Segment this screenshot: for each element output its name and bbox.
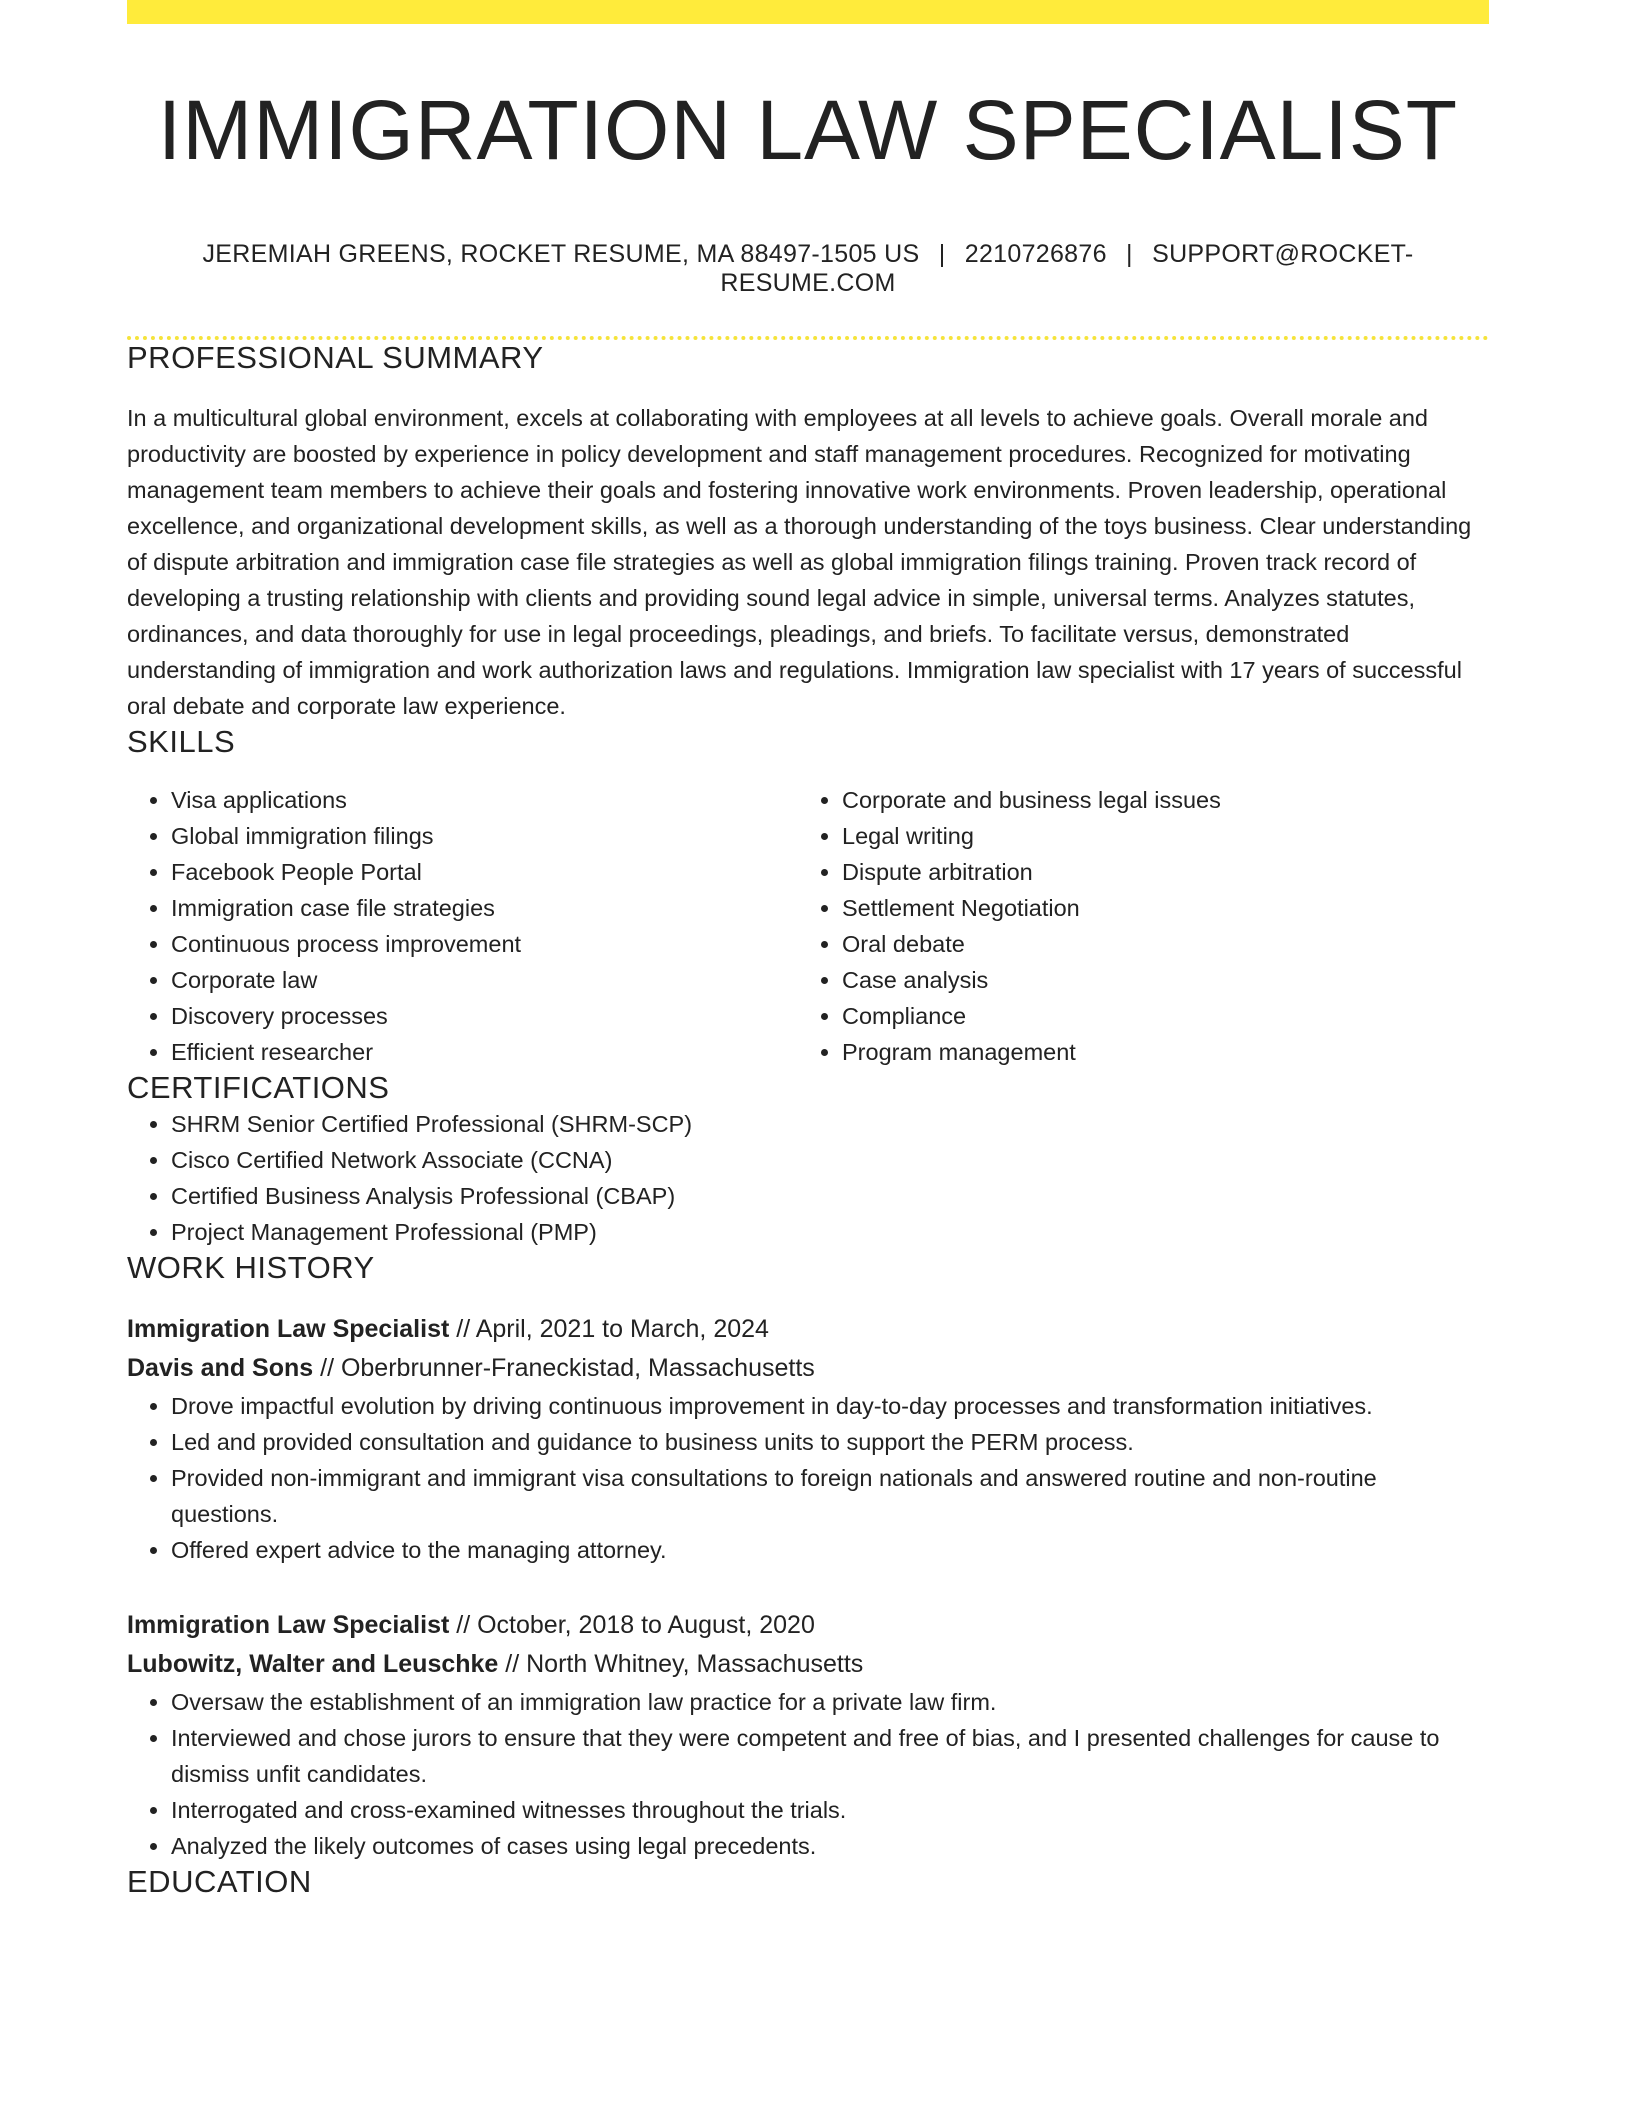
skills-section xyxy=(127,724,1489,1070)
skill-item: • Settlement Negotiation xyxy=(842,890,1469,926)
job-bullet: • Interrogated and cross-examined witnesses throughout the trials. xyxy=(171,1792,1489,1828)
skill-item: • Compliance xyxy=(842,998,1469,1034)
resume-title: IMMIGRATION LAW SPECIALIST xyxy=(157,83,1459,177)
job-company: Lubowitz, Walter and Leuschke xyxy=(127,1650,499,1679)
certifications-heading: CERTIFICATIONS xyxy=(127,1070,390,1106)
job-bullet: • Offered expert advice to the managing attorney. xyxy=(171,1532,1489,1568)
contact-separator: | xyxy=(938,240,946,269)
job-bullet: • Interviewed and chose jurors to ensure that they were competent and free of bias, and I presented challenges for cause to dismiss unfit candidates. xyxy=(171,1720,1489,1792)
skill-item: • Legal writing xyxy=(842,818,1469,854)
education-section xyxy=(127,1864,1489,1900)
skills-columns xyxy=(127,782,1489,1070)
skill-item: • Visa applications xyxy=(171,782,798,818)
job-company-line xyxy=(127,1349,1489,1388)
job-bullet: • Drove impactful evolution by driving continuous improvement in day-to-day processes and transformation initiatives. xyxy=(171,1388,1489,1424)
job-title: Immigration Law Specialist xyxy=(127,1611,450,1640)
certification-item: • Certified Business Analysis Professional (CBAP) xyxy=(171,1178,1489,1214)
accent-bar xyxy=(127,0,1489,24)
skill-item: • Efficient researcher xyxy=(171,1034,798,1070)
job-dates: // October, 2018 to August, 2020 xyxy=(449,1611,815,1640)
job-bullet: • Led and provided consultation and guidance to business units to support the PERM process. xyxy=(171,1424,1489,1460)
skill-item: • Global immigration filings xyxy=(171,818,798,854)
contact-email[interactable]: SUPPORT@ROCKET-RESUME.COM xyxy=(720,240,1414,298)
contact-phone: 2210726876 xyxy=(964,240,1107,269)
skills-heading: SKILLS xyxy=(127,724,236,760)
certification-item: • Cisco Certified Network Associate (CCNA) xyxy=(171,1142,1489,1178)
skill-item: • Corporate law xyxy=(171,962,798,998)
job-dates: // April, 2021 to March, 2024 xyxy=(449,1315,769,1344)
skills-list-right xyxy=(798,782,1469,1070)
skills-list-left xyxy=(127,782,798,1070)
summary-heading: PROFESSIONAL SUMMARY xyxy=(127,340,544,376)
contact-line xyxy=(127,240,1489,298)
job-bullets xyxy=(127,1684,1489,1864)
job-bullet: • Analyzed the likely outcomes of cases using legal precedents. xyxy=(171,1828,1489,1864)
job-title-line xyxy=(127,1606,1489,1645)
job-location: // Oberbrunner-Franeckistad, Massachusetts xyxy=(313,1354,815,1383)
summary-section xyxy=(127,340,1489,724)
summary-text: In a multicultural global environment, excels at collaborating with employees at all levels to achieve goals. Overall morale and productivity are boosted by experience in policy development and staff management procedures. Recognized for motivating management team members to achieve their goals and fostering innovative work environments. Proven leadership, operational excellence, and organizational development skills, as well as a thorough understanding of the toys business. Clear understanding of dispute arbitration and immigration case file strategies as well as global immigration filings training. Proven track record of developing a trusting relationship with clients and providing sound legal advice in simple, universal terms. Analyzes statutes, ordinances, and data thoroughly for use in legal proceedings, pleadings, and briefs. To facilitate versus, demonstrated understanding of immigration and work authorization laws and regulations. Immigration law specialist with 17 years of successful oral debate and corporate law experience. xyxy=(127,405,1472,720)
skill-item: • Discovery processes xyxy=(171,998,798,1034)
education-heading: EDUCATION xyxy=(127,1864,312,1900)
skills-column-right xyxy=(798,782,1469,1070)
skill-item: • Corporate and business legal issues xyxy=(842,782,1469,818)
certifications-section xyxy=(127,1070,1489,1250)
skill-item: • Case analysis xyxy=(842,962,1469,998)
job-location: // North Whitney, Massachusetts xyxy=(498,1650,864,1679)
job-company: Davis and Sons xyxy=(127,1354,314,1383)
job-title-line xyxy=(127,1310,1489,1349)
job-bullet: • Oversaw the establishment of an immigration law practice for a private law firm. xyxy=(171,1684,1489,1720)
resume-page xyxy=(127,0,1489,1900)
job-bullets xyxy=(127,1388,1489,1568)
certification-item: • Project Management Professional (PMP) xyxy=(171,1214,1489,1250)
skill-item: • Program management xyxy=(842,1034,1469,1070)
skill-item: • Dispute arbitration xyxy=(842,854,1469,890)
contact-separator: | xyxy=(1126,240,1133,269)
certification-item: • SHRM Senior Certified Professional (SHRM-SCP) xyxy=(171,1106,1489,1142)
work-history-heading: WORK HISTORY xyxy=(127,1250,375,1286)
skill-item: • Facebook People Portal xyxy=(171,854,798,890)
skill-item: • Immigration case file strategies xyxy=(171,890,798,926)
certifications-list xyxy=(127,1106,1489,1250)
skill-item: • Oral debate xyxy=(842,926,1469,962)
skill-item: • Continuous process improvement xyxy=(171,926,798,962)
job-title: Immigration Law Specialist xyxy=(127,1315,450,1344)
skills-column-left xyxy=(127,782,798,1070)
contact-address: JEREMIAH GREENS, ROCKET RESUME, MA 88497-1505 US xyxy=(202,240,920,269)
job-bullet: • Provided non-immigrant and immigrant visa consultations to foreign nationals and answered routine and non-routine questions. xyxy=(171,1460,1489,1532)
work-history-section xyxy=(127,1250,1489,1864)
job-entry xyxy=(127,1606,1489,1864)
job-entry xyxy=(127,1310,1489,1568)
job-company-line xyxy=(127,1645,1489,1684)
